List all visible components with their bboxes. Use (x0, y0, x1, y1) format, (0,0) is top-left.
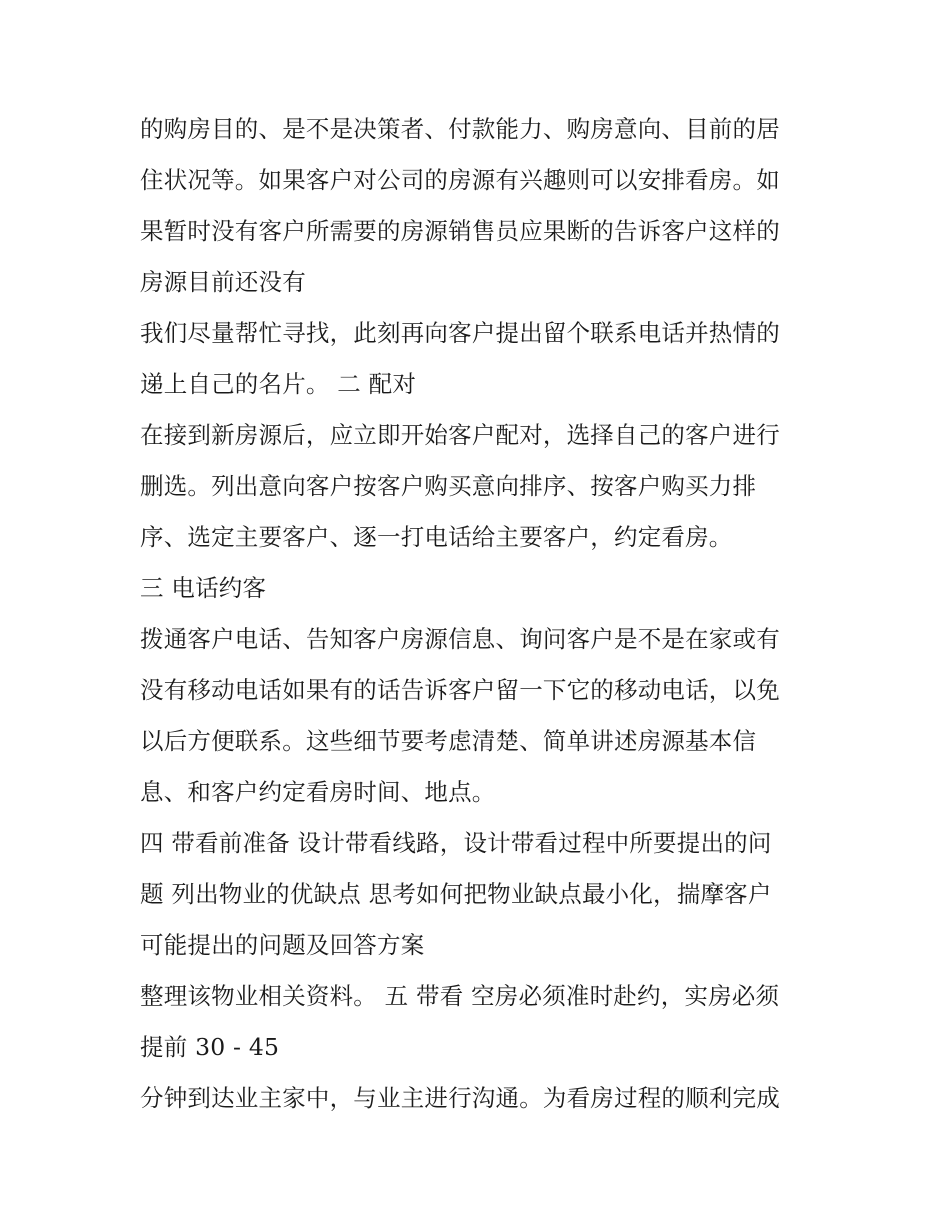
text-line: 三 电话约客 (140, 574, 267, 602)
body-text (140, 104, 820, 1124)
text-line: 题 列出物业的优缺点 思考如何把物业缺点最小化，揣摩客户 (140, 880, 772, 908)
text-line: 住状况等。如果客户对公司的房源有兴趣则可以安排看房。如 (140, 166, 780, 194)
text-line: 在接到新房源后，应立即开始客户配对，选择自己的客户进行 (140, 421, 780, 449)
text-line: 没有移动电话如果有的话告诉客户留一下它的移动电话，以免 (140, 676, 780, 704)
text-line: 递上自己的名片。 二 配对 (140, 370, 417, 398)
text-line: 果暂时没有客户所需要的房源销售员应果断的告诉客户这样的 (140, 217, 780, 245)
text-line: 分钟到达业主家中，与业主进行沟通。为看房过程的顺利完成 (140, 1084, 780, 1112)
text-line: 序、选定主要客户、逐一打电话给主要客户，约定看房。 (140, 523, 733, 551)
text-line: 以后方便联系。这些细节要考虑清楚、简单讲述房源基本信 (140, 727, 757, 755)
text-line: 提前 30 - 45 (140, 1033, 280, 1061)
text-line: 拨通客户电话、告知客户房源信息、询问客户是不是在家或有 (140, 625, 780, 653)
text-line: 息、和客户约定看房时间、地点。 (140, 778, 496, 806)
text-line: 我们尽量帮忙寻找，此刻再向客户提出留个联系电话并热情的 (140, 319, 780, 347)
text-line: 删选。列出意向客户按客户购买意向排序、按客户购买力排 (140, 472, 757, 500)
text-line: 可能提出的问题及回答方案 (140, 931, 425, 959)
text-line: 的购房目的、是不是决策者、付款能力、购房意向、目前的居 (140, 115, 780, 143)
text-line: 整理该物业相关资料。 五 带看 空房必须准时赴约，实房必须 (140, 982, 780, 1010)
text-line: 四 带看前准备 设计带看线路，设计带看过程中所要提出的问 (140, 829, 772, 857)
text-line: 房源目前还没有 (140, 268, 306, 296)
